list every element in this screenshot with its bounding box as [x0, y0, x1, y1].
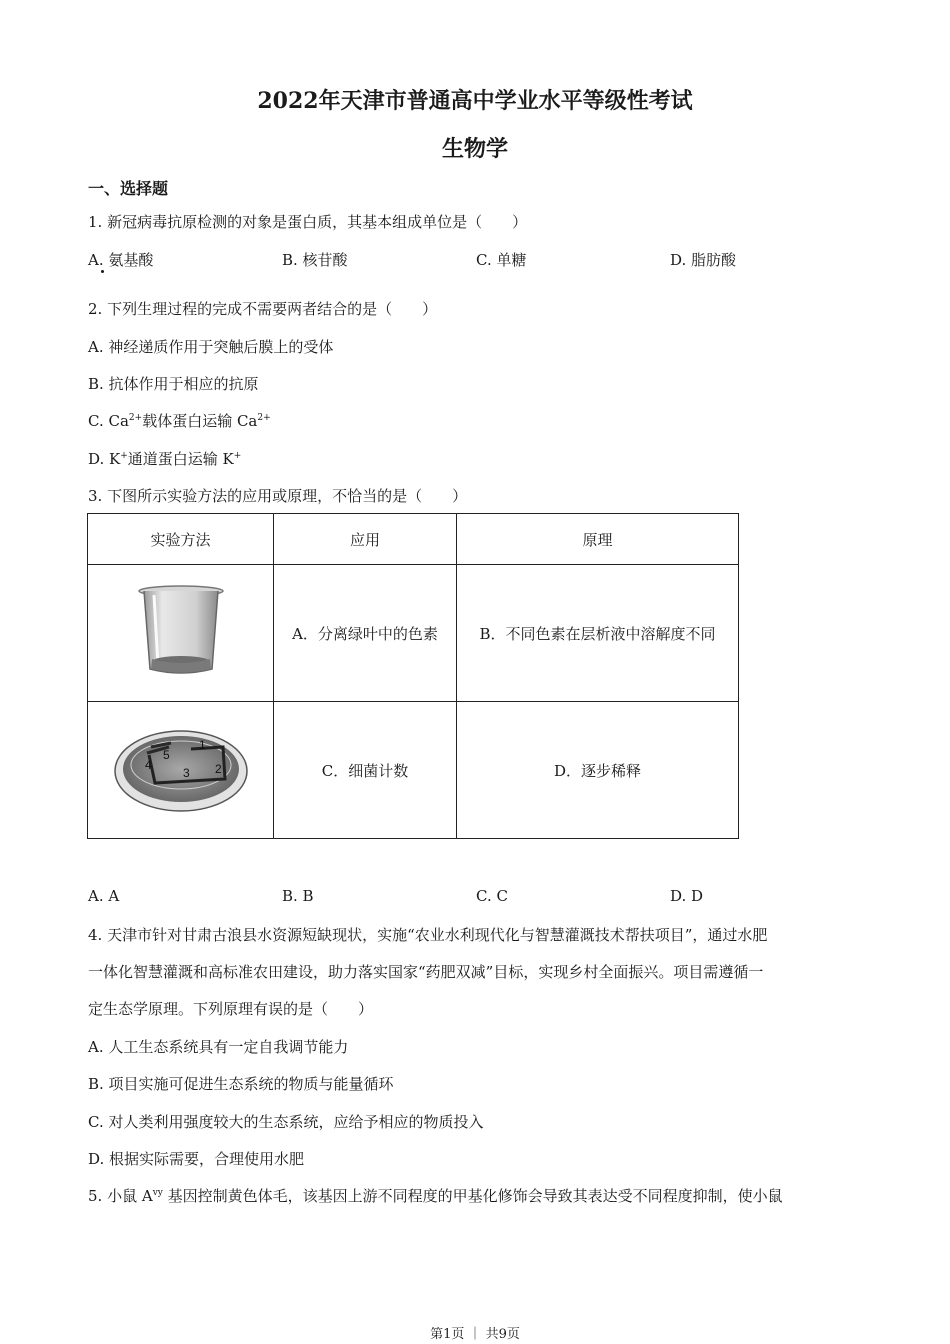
question-4-stem-line-2: 一体化智慧灌溉和高标准农田建设，助力落实国家“药肥双减”目标，实现乡村全面振兴。项目需遵循一 [88, 963, 764, 981]
page-footer: 第1页 ｜ 共9页 [430, 1327, 520, 1342]
cell-option-a: A．分离绿叶中的色素 [274, 565, 457, 702]
experiment-table [87, 513, 739, 839]
section-heading: 一、选择题 [88, 179, 169, 198]
question-3-option-c: C. C [476, 887, 508, 905]
question-4-option-b: B. 项目实施可促进生态系统的物质与能量循环 [88, 1075, 394, 1093]
streak-number-2: 2 [214, 761, 222, 776]
cell-option-b: B．不同色素在层析液中溶解度不同 [457, 565, 739, 702]
stray-dot [101, 270, 104, 273]
question-2-option-d: D. K+通道蛋白运输 K+ [88, 450, 242, 468]
question-2-option-b: B. 抗体作用于相应的抗原 [88, 375, 259, 393]
petri-dish-icon [111, 721, 251, 816]
question-3-option-d: D. D [670, 887, 704, 905]
beaker-icon [126, 581, 236, 681]
cell-option-d: D．逐步稀释 [457, 702, 739, 839]
question-3-option-a: A. A [88, 887, 120, 905]
question-4-option-d: D. 根据实际需要，合理使用水肥 [88, 1150, 305, 1168]
question-4-option-a: A. 人工生态系统具有一定自我调节能力 [88, 1038, 349, 1056]
question-4-stem-line-3: 定生态学原理。下列原理有误的是（ ） [88, 1000, 374, 1018]
exam-title: 2022年天津市普通高中学业水平等级性考试 [257, 88, 693, 114]
subject-title: 生物学 [441, 136, 508, 162]
question-4-stem-line-1: 4. 天津市针对甘肃古浪县水资源短缺现状，实施“农业水利现代化与智慧灌溉技术帮扶项目”，通过水肥 [88, 926, 768, 944]
streak-number-1: 1 [198, 737, 206, 752]
question-4-option-c: C. 对人类利用强度较大的生态系统，应给予相应的物质投入 [88, 1113, 484, 1131]
question-2-stem: 2. 下列生理过程的完成不需要两者结合的是（ ） [88, 300, 438, 318]
question-3-option-b: B. B [282, 887, 314, 905]
petri-dish-image-cell [88, 702, 274, 839]
streak-number-3: 3 [182, 765, 190, 780]
question-1-option-a: A. 氨基酸 [88, 251, 154, 269]
question-3-stem: 3. 下图所示实验方法的应用或原理，不恰当的是（ ） [88, 487, 468, 505]
header-application: 应用 [274, 514, 457, 565]
header-method: 实验方法 [88, 514, 274, 565]
question-5-stem: 5. 小鼠 $A^{vy}$ 基因控制黄色体毛，该基因上游不同程度的甲基化修饰会导致其表达受不同程度抑制，使小鼠 [88, 1187, 783, 1205]
streak-number-4: 4 [144, 757, 152, 772]
beaker-image-cell [88, 565, 274, 702]
question-1-option-d: D. 脂肪酸 [670, 251, 737, 269]
question-2-option-c: C. $Ca^{2+}$载体蛋白运输 $Ca^{2+}$ [88, 412, 271, 430]
question-1-option-c: C. 单糖 [476, 251, 527, 269]
question-1-stem: 1. 新冠病毒抗原检测的对象是蛋白质，其基本组成单位是（ ） [88, 213, 528, 231]
streak-number-5: 5 [162, 747, 170, 762]
question-1-option-b: B. 核苷酸 [282, 251, 348, 269]
cell-option-c: C．细菌计数 [274, 702, 457, 839]
header-principle: 原理 [457, 514, 739, 565]
question-2-option-a: A. 神经递质作用于突触后膜上的受体 [88, 338, 334, 356]
